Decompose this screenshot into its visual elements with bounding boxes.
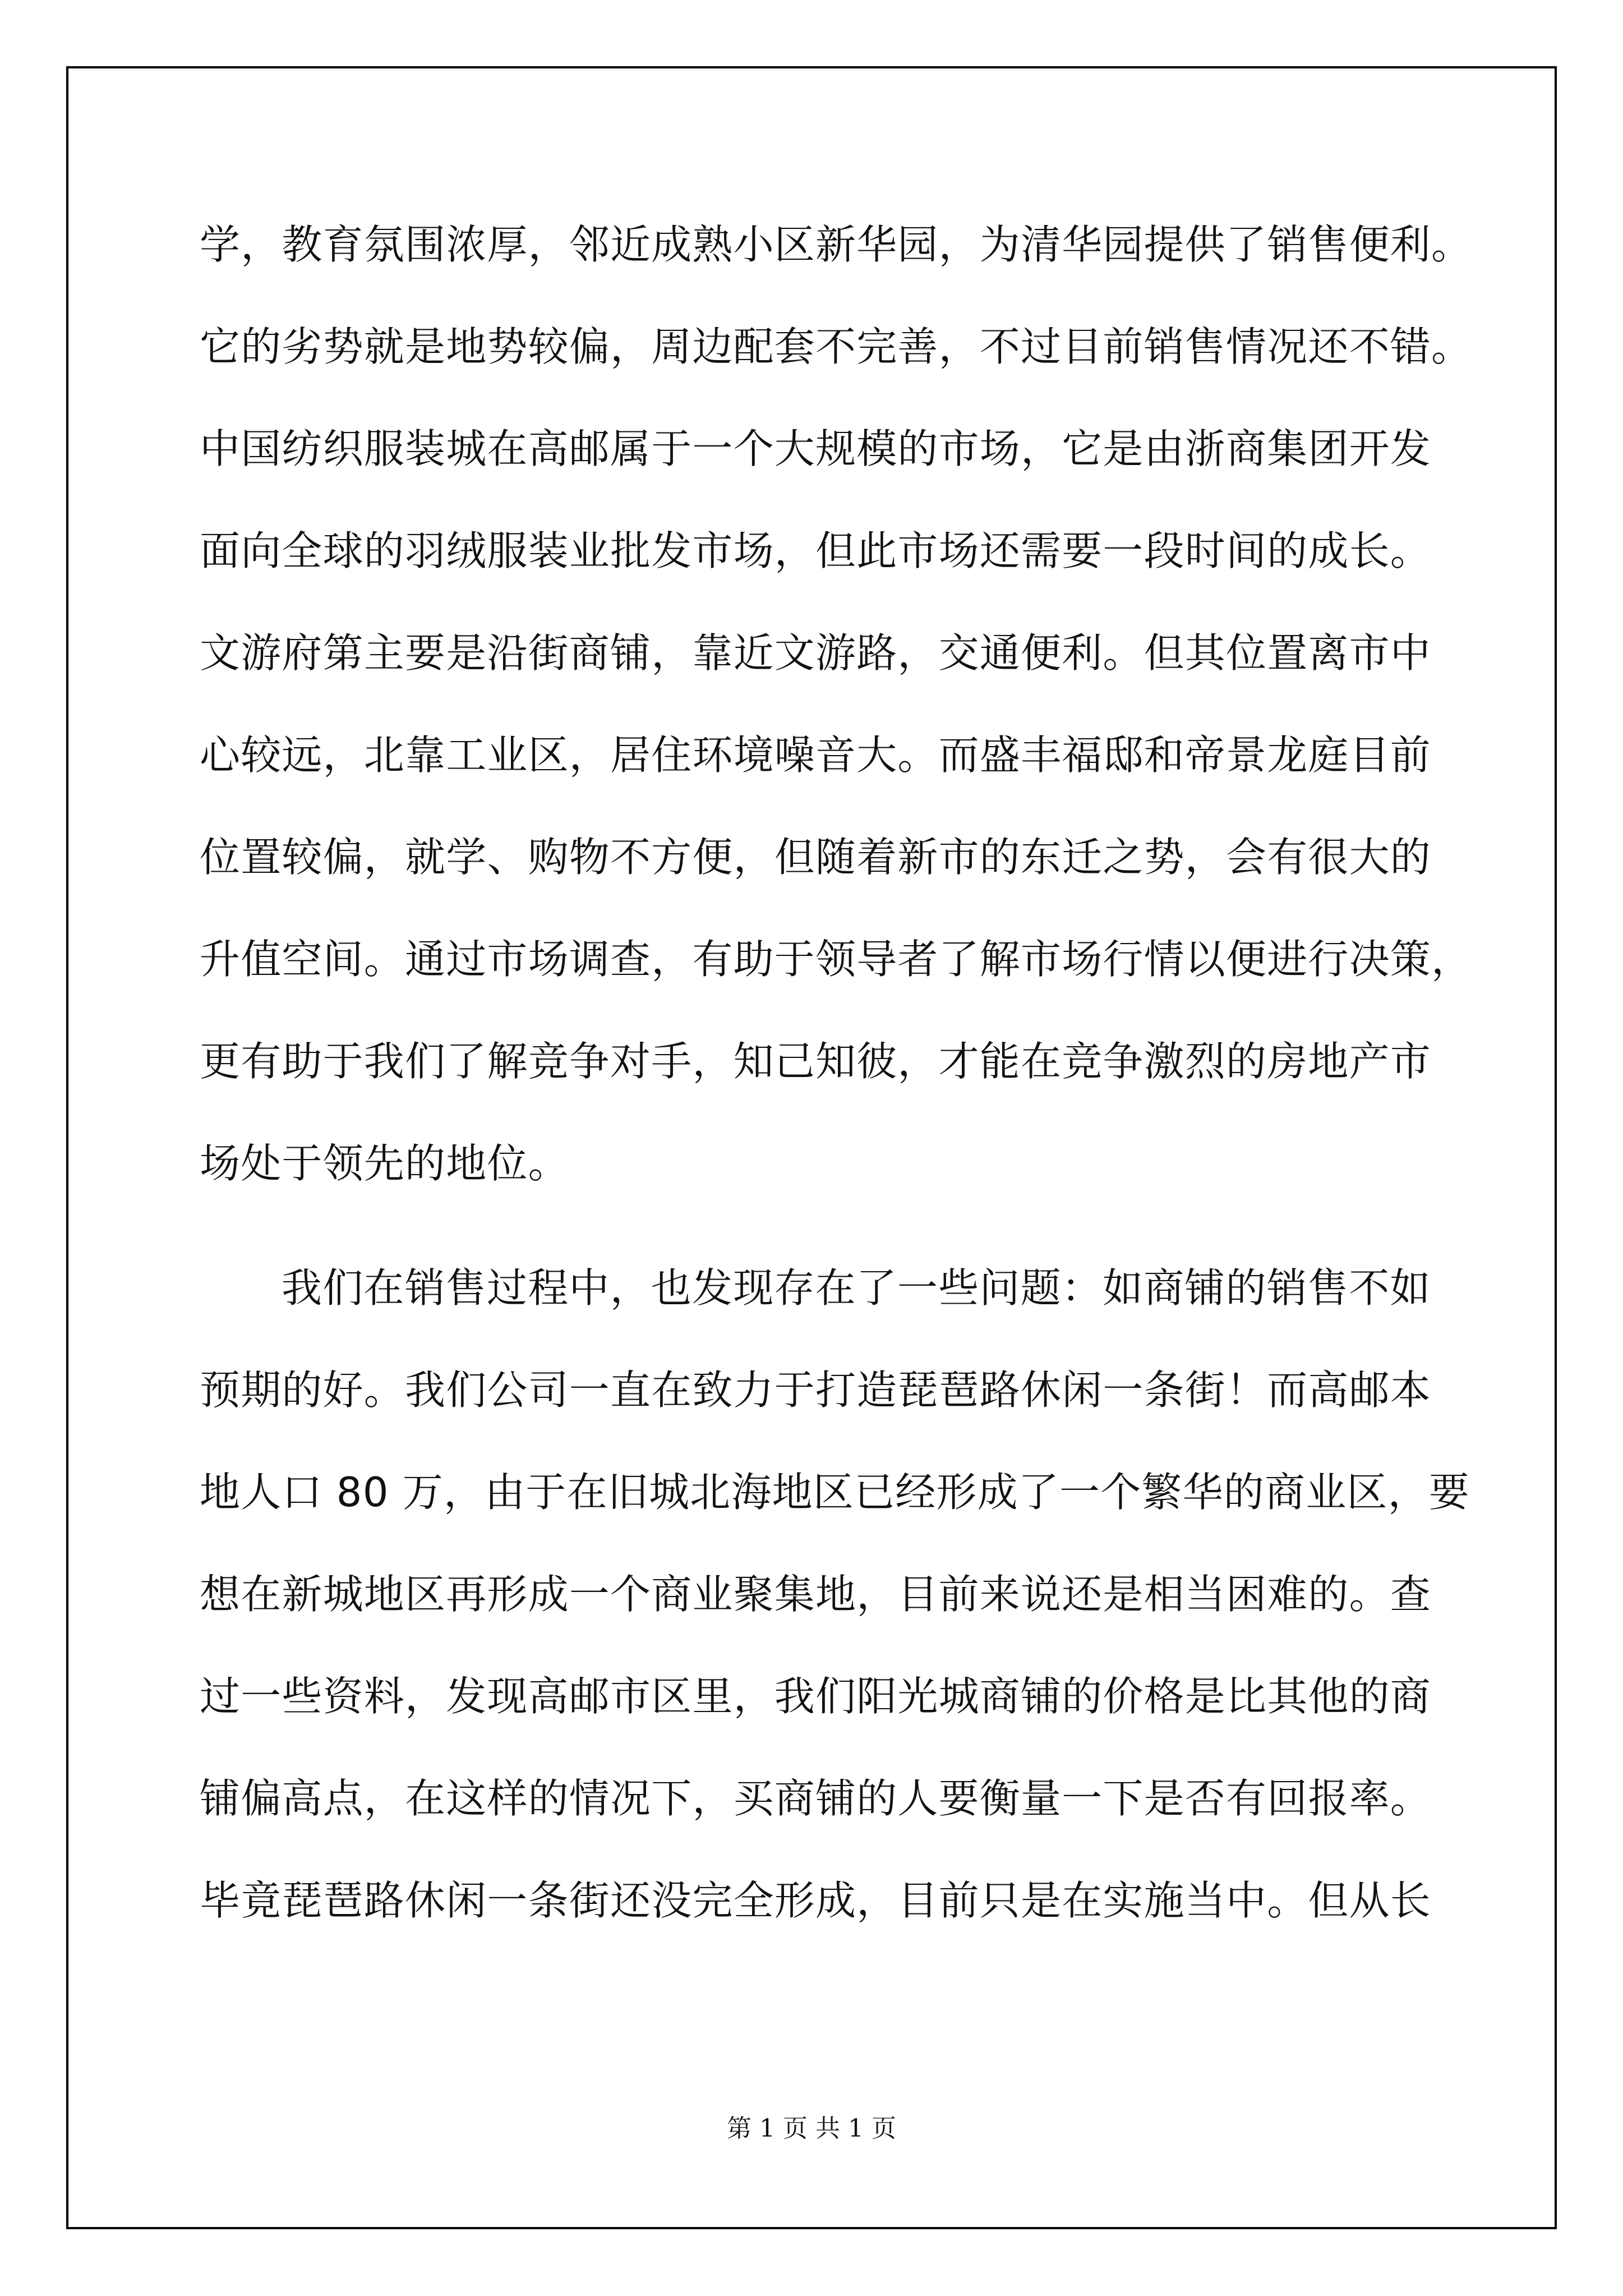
text-line: 学，教育氛围浓厚，邻近成熟小区新华园，为清华园提供了销售便利。 bbox=[200, 221, 1473, 268]
text-line: 更有助于我们了解竞争对手，知己知彼，才能在竞争激烈的房地产市 bbox=[200, 1038, 1432, 1085]
text-line: 铺偏高点，在这样的情况下，买商铺的人要衡量一下是否有回报率。 bbox=[200, 1775, 1432, 1822]
paragraph-2 bbox=[200, 1237, 1470, 1952]
text-line: 过一些资料，发现高邮市区里，我们阳光城商铺的价格是比其他的商 bbox=[200, 1673, 1432, 1720]
text-line: 场处于领先的地位。 bbox=[200, 1140, 569, 1187]
text-line: 文游府第主要是沿街商铺，靠近文游路，交通便利。但其位置离市中 bbox=[200, 629, 1432, 677]
text-line: 地人口 80 万，由于在旧城北海地区已经形成了一个繁华的商业区，要 bbox=[200, 1469, 1470, 1516]
text-line: 面向全球的羽绒服装业批发市场，但此市场还需要一段时间的成长。 bbox=[200, 527, 1432, 574]
text-line: 升值空间。通过市场调查，有助于领导者了解市场行情以便进行决策， bbox=[200, 936, 1473, 983]
text-line: 心较远，北靠工业区，居住环境噪音大。而盛丰福邸和帝景龙庭目前 bbox=[200, 731, 1432, 779]
document-body bbox=[200, 194, 1473, 1952]
page-number-footer: 第 1 页 共 1 页 bbox=[727, 2114, 896, 2143]
paragraph-1 bbox=[200, 194, 1473, 1214]
text-line: 它的劣势就是地势较偏，周边配套不完善，不过目前销售情况还不错。 bbox=[200, 323, 1473, 370]
text-line: 想在新城地区再形成一个商业聚集地，目前来说还是相当困难的。查 bbox=[200, 1571, 1432, 1618]
text-line: 预期的好。我们公司一直在致力于打造琵琶路休闲一条街！而高邮本 bbox=[200, 1366, 1432, 1414]
text-line: 我们在销售过程中，也发现存在了一些问题：如商铺的销售不如 bbox=[282, 1264, 1431, 1312]
text-line: 位置较偏，就学、购物不方便，但随着新市的东迁之势，会有很大的 bbox=[200, 834, 1432, 881]
text-line: 毕竟琵琶路休闲一条街还没完全形成，目前只是在实施当中。但从长 bbox=[200, 1877, 1432, 1924]
paragraph-gap bbox=[200, 1214, 1422, 1237]
text-line: 中国纺织服装城在高邮属于一个大规模的市场，它是由浙商集团开发 bbox=[200, 425, 1432, 472]
